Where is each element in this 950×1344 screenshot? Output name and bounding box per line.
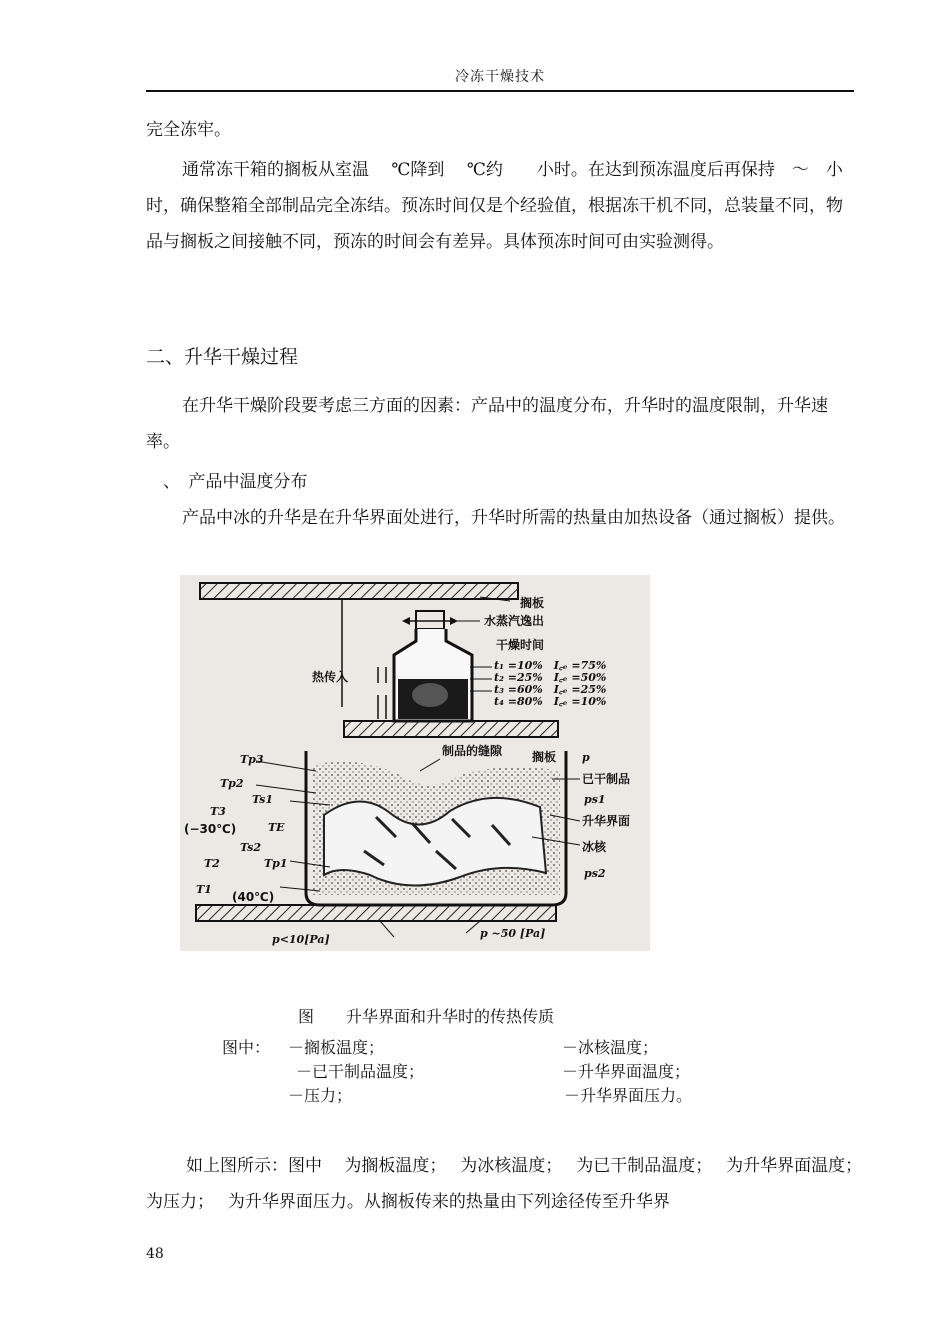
label-t1: T1 (196, 883, 212, 896)
label-ts1: Ts1 (252, 793, 274, 806)
label-dried-product: 已干制品 (582, 772, 631, 786)
label-drying-time: 干燥时间 (496, 638, 545, 652)
label-vapor-escape: 水蒸汽逸出 (484, 614, 545, 628)
heat-mass-transfer-figure (180, 575, 650, 951)
subsection-title: 、 产品中温度分布 (146, 472, 308, 492)
paragraph-5: 如上图所示：图中 为搁板温度； 为冰核温度； 为已干制品温度； 为升华界面温度； 为压力； 为升华界面压力。从搁板传来的热量由下列途径传至升华界 (146, 1156, 877, 1212)
running-header: 冷冻干燥技术 (455, 69, 545, 85)
label-p-low: p<10[Pa] (272, 933, 330, 946)
label-row2: t₂ =25% I꜀ₑ =50% (494, 671, 607, 684)
legend-left-3: －压力； (288, 1086, 353, 1105)
label-ice-core: 冰核 (582, 840, 607, 854)
label-tp1: Tp1 (264, 857, 288, 870)
label-p-50: p ~50 [Pa] (480, 927, 546, 940)
section-title: 二、升华干燥过程 (146, 346, 299, 368)
paragraph-2: 通常冻干箱的搁板从室温 ℃降到 ℃约 小时。在达到预冻温度后再保持 ～ 小时，确保整箱全部制品完全冻结。预冻时间仅是个经验值，根据冻干机不同，总装量不同，物品与搁板之间接触不同，预冻的时间会有差异。具体预冻时间可由实验测得。 (146, 160, 843, 252)
label-te: TE (268, 821, 285, 834)
figure-caption: 图 升华界面和升华时的传热传质 (298, 1007, 555, 1026)
bottom-shelf (196, 905, 556, 921)
label-minus30: (−30℃) (184, 822, 237, 836)
label-tp3: Tp3 (240, 753, 264, 766)
legend-right-2: －升华界面温度； (562, 1062, 691, 1081)
legend-left-2: －已干制品温度； (296, 1062, 425, 1081)
legend-prefix: 图中： (222, 1038, 271, 1057)
label-row4: t₄ =80% I꜀ₑ =10% (494, 695, 607, 708)
legend-left-1: －搁板温度； (288, 1038, 385, 1057)
label-row3: t₃ =60% I꜀ₑ =25% (494, 683, 607, 696)
label-tp2: Tp2 (220, 777, 244, 790)
label-plus40: (40℃) (232, 890, 275, 904)
middle-shelf (344, 721, 558, 737)
label-t2: T2 (204, 857, 220, 870)
label-p: p (582, 751, 590, 764)
top-shelf (200, 583, 518, 599)
label-heat-in: 热传入 (312, 670, 349, 684)
legend-right-1: －冰核温度； (562, 1038, 659, 1057)
paragraph-3: 在升华干燥阶段要考虑三方面的因素：产品中的温度分布，升华时的温度限制，升华速率。 (146, 396, 828, 452)
paragraph-1: 完全冻牢。 (146, 120, 231, 140)
paragraph-4: 产品中冰的升华是在升华界面处进行，升华时所需的热量由加热设备（通过搁板）提供。 (182, 508, 845, 528)
page-number: 48 (146, 1246, 164, 1262)
label-shelf-top: 搁板 (520, 596, 545, 610)
label-sublimation-interface: 升华界面 (582, 814, 631, 828)
label-t3: T3 (210, 805, 226, 818)
header-rule (146, 90, 854, 92)
label-row1: t₁ =10% I꜀ₑ =75% (494, 659, 607, 672)
label-gap: 制品的缝隙 (442, 744, 503, 758)
label-ps2: ps2 (584, 867, 606, 880)
legend-right-3: －升华界面压力。 (564, 1086, 693, 1105)
label-ps1: ps1 (584, 793, 606, 806)
label-ts2: Ts2 (240, 841, 262, 854)
label-shelf-mid: 搁板 (532, 750, 557, 764)
